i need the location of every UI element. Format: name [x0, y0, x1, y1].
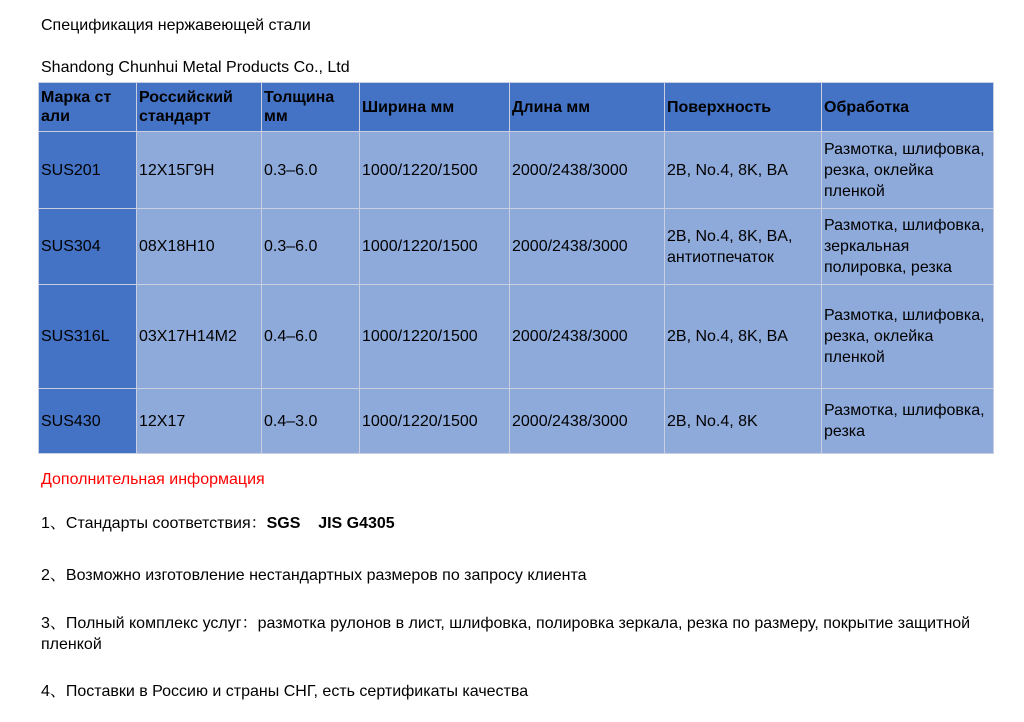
cell-grade: SUS201: [39, 132, 137, 209]
table-row: [39, 132, 994, 209]
standard-jis: JIS G4305: [318, 515, 395, 532]
note-standards: [41, 513, 1001, 534]
cell-grade: SUS430: [39, 389, 137, 454]
cell-surface: 2B, No.4, 8K, BA: [665, 132, 822, 209]
table-header-row: [39, 83, 994, 132]
col-header-length: Длина мм: [510, 83, 665, 132]
cell-thickness: 0.3–6.0: [262, 132, 360, 209]
table-row: [39, 389, 994, 454]
cell-processing: Размотка, шлифовка, зеркальная полировка, резка: [822, 209, 994, 285]
col-header-grade: Марка ст али: [39, 83, 137, 132]
col-header-width: Ширина мм: [360, 83, 510, 132]
table-row: [39, 285, 994, 389]
cell-width: 1000/1220/1500: [360, 285, 510, 389]
company-name: Shandong Chunhui Metal Products Co., Ltd: [41, 59, 350, 76]
cell-width: 1000/1220/1500: [360, 209, 510, 285]
note-standards-prefix: 1、Стандарты соответствия：: [41, 515, 267, 532]
cell-surface: 2B, No.4, 8K, BA, антиотпечаток: [665, 209, 822, 285]
col-header-thickness: Толщина мм: [262, 83, 360, 132]
cell-russian-standard: 03Х17Н14М2: [137, 285, 262, 389]
cell-length: 2000/2438/3000: [510, 285, 665, 389]
cell-russian-standard: 12Х17: [137, 389, 262, 454]
cell-processing: Размотка, шлифовка, резка, оклейка пленкой: [822, 285, 994, 389]
cell-length: 2000/2438/3000: [510, 209, 665, 285]
note-delivery: 4、Поставки в Россию и страны СНГ, есть сертификаты качества: [41, 683, 529, 700]
cell-width: 1000/1220/1500: [360, 389, 510, 454]
cell-processing: Размотка, шлифовка, резка, оклейка пленкой: [822, 132, 994, 209]
cell-width: 1000/1220/1500: [360, 132, 510, 209]
cell-length: 2000/2438/3000: [510, 132, 665, 209]
cell-surface: 2B, No.4, 8K: [665, 389, 822, 454]
cell-processing: Размотка, шлифовка, резка: [822, 389, 994, 454]
col-header-processing: Обработка: [822, 83, 994, 132]
cell-length: 2000/2438/3000: [510, 389, 665, 454]
document-title: Спецификация нержавеющей стали: [41, 17, 311, 34]
spec-table: [38, 82, 994, 454]
cell-grade: SUS316L: [39, 285, 137, 389]
cell-russian-standard: 12Х15Г9Н: [137, 132, 262, 209]
cell-surface: 2B, No.4, 8K, BA: [665, 285, 822, 389]
cell-thickness: 0.4–6.0: [262, 285, 360, 389]
table-row: [39, 209, 994, 285]
additional-info-heading: Дополнительная информация: [41, 471, 265, 488]
cell-grade: SUS304: [39, 209, 137, 285]
note-custom-sizes: 2、Возможно изготовление нестандартных размеров по запросу клиента: [41, 567, 587, 584]
col-header-surface: Поверхность: [665, 83, 822, 132]
cell-thickness: 0.4–3.0: [262, 389, 360, 454]
standard-sgs: SGS: [266, 515, 301, 532]
col-header-russian-standard: Российский стандарт: [137, 83, 262, 132]
cell-russian-standard: 08Х18Н10: [137, 209, 262, 285]
note-services: 3、Полный комплекс услуг：размотка рулонов в лист, шлифовка, полировка зеркала, резка по размеру, покрытие защитной пленкой: [41, 615, 971, 653]
cell-thickness: 0.3–6.0: [262, 209, 360, 285]
